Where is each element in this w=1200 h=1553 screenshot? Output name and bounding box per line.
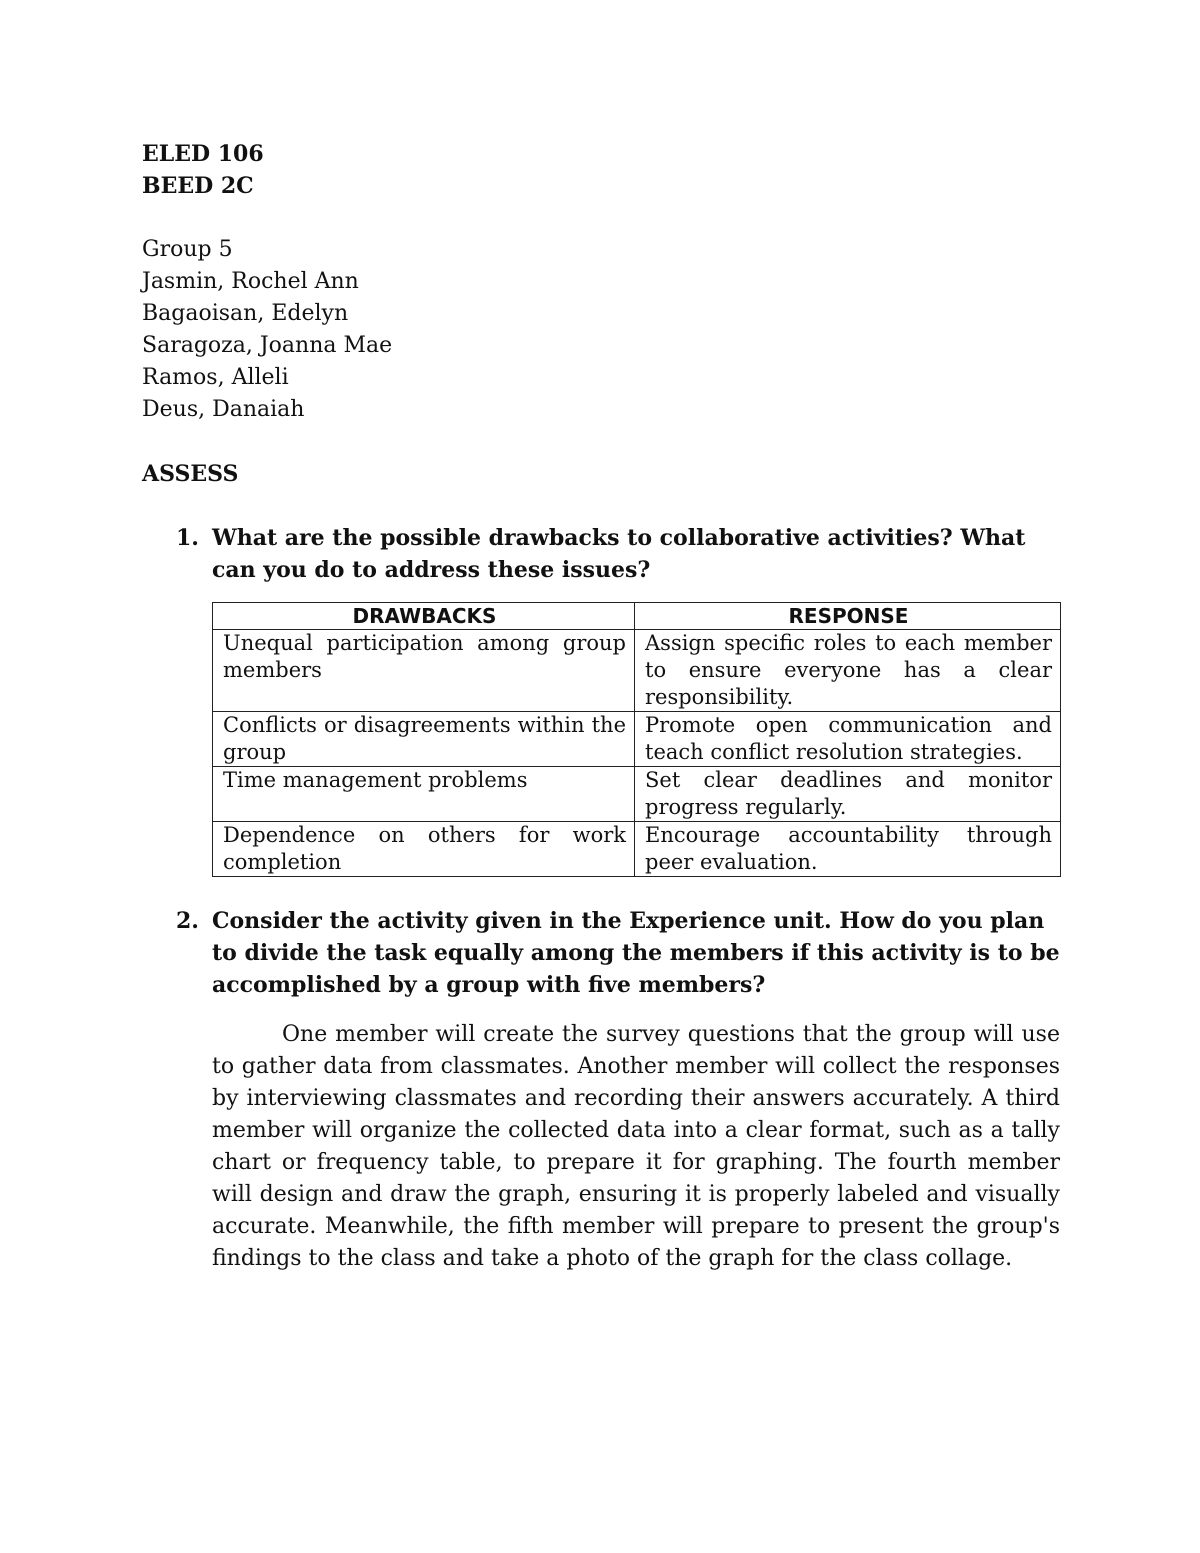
member-name: Saragoza, Joanna Mae	[142, 333, 393, 358]
question-2	[142, 905, 1062, 1001]
table-row	[213, 822, 1061, 877]
document-page	[142, 138, 1062, 1297]
header-response: RESPONSE	[635, 603, 1061, 630]
member-name: Deus, Danaiah	[142, 397, 305, 422]
answer-paragraph: One member will create the survey questions that the group will use to gather data from classmates. Another member will collect the responses by interviewing classmates and recording their answers accurately. A third member will organize the collected data into a clear format, such as a tally chart or frequency table, to prepare it for graphing. The fourth member will design and draw the graph, ensuring it is properly labeled and visually accurate. Meanwhile, the fifth member will prepare to present the group's findings to the class and take a photo of the graph for the class collage.	[212, 1022, 1060, 1271]
table-header-row	[213, 603, 1061, 630]
member-name: Bagaoisan, Edelyn	[142, 301, 349, 326]
course-code: ELED 106	[142, 141, 264, 167]
spacer	[142, 202, 1062, 234]
drawback-cell: Conflicts or disagreements within the group	[213, 712, 635, 767]
question-text: Consider the activity given in the Experience unit. How do you plan to divide the task equally among the members if this activity is to be accomplished by a group with five members?	[212, 908, 1060, 998]
drawback-cell: Unequal participation among group members	[213, 630, 635, 712]
table-row	[213, 630, 1061, 712]
spacer	[142, 426, 1062, 458]
question-list	[142, 522, 1062, 1275]
response-cell: Encourage accountability through peer evaluation.	[635, 822, 1061, 877]
drawbacks-table	[212, 602, 1061, 877]
response-cell: Set clear deadlines and monitor progress regularly.	[635, 767, 1061, 822]
table-row	[213, 767, 1061, 822]
question-number: 2.	[176, 908, 199, 934]
question-text: What are the possible drawbacks to collaborative activities? What can you do to address these issues?	[212, 525, 1026, 583]
spacer	[142, 490, 1062, 522]
table-row	[213, 712, 1061, 767]
drawback-cell: Time management problems	[213, 767, 635, 822]
group-name: Group 5	[142, 237, 233, 262]
response-cell: Promote open communication and teach conflict resolution strategies.	[635, 712, 1061, 767]
member-name: Ramos, Alleli	[142, 365, 289, 390]
member-name: Jasmin, Rochel Ann	[142, 269, 359, 294]
response-cell: Assign specific roles to each member to ensure everyone has a clear responsibility.	[635, 630, 1061, 712]
question-number: 1.	[176, 525, 199, 551]
section-title: ASSESS	[142, 461, 239, 487]
question-1	[142, 522, 1062, 586]
section-code: BEED 2C	[142, 173, 254, 199]
header-drawbacks: DRAWBACKS	[213, 603, 635, 630]
drawback-cell: Dependence on others for work completion	[213, 822, 635, 877]
